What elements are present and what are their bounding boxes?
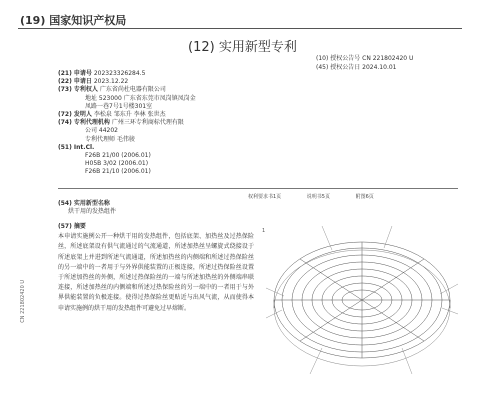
int-cl-label: (51) Int.Cl. xyxy=(58,143,95,151)
agent: 专利代理师 毛伟骏 xyxy=(85,135,135,143)
abstract-text: 本申请实施例公开一种烘干用的发热组件，包括底架、加热丝及过热保险丝，所述底架设有供气流通过的气流通道，所述加热丝呈螺旋式绕接设于所述底架上并进到所述气流通道，所述加热丝的内侧端和所述过热保险丝的另一端中的一者用于与外界供能装置的正极连接，所述过热保险丝设置于所述加热丝的外侧，所述过热保险丝的一端与所述加热丝的外侧端串联连接，所述加热丝的内侧端和所述过热保险丝的另一端中的一者用于与外界供能装置的负极连接。使得过热保险丝更贴近与出风气流，从而使得本申请实施例的烘干用的发热组件可避免过早熔断。 xyxy=(58,233,254,312)
address-line-1: 地址 523000 广东省东莞市凤岗镇凤岗金 xyxy=(85,94,196,102)
publication-number: (10) 授权公告号 CN 221802420 U xyxy=(316,55,414,62)
agency-line-2: 公司 44202 xyxy=(85,127,118,135)
abstract-block xyxy=(58,222,254,314)
ipc-code: F26B 21/00 (2006.01) xyxy=(85,152,151,160)
ipc-code: H05B 3/02 (2006.01) xyxy=(85,160,149,168)
application-number: (21) 申请号 202323326284.5 xyxy=(58,70,146,77)
heating-assembly-drawing xyxy=(262,218,462,378)
section-divider xyxy=(58,188,458,189)
document-type: (12) 实用新型专利 xyxy=(188,40,297,55)
agency: (74) 专利代理机构 广州三环专利商标代理有限 xyxy=(58,119,184,127)
figure-number: 1 xyxy=(262,228,266,234)
office-name: (19) 国家知识产权局 xyxy=(20,14,127,27)
inventors: (72) 发明人 李松泉 邹东升 李林 张世杰 xyxy=(58,111,166,119)
title-label: (54) 实用新型名称 xyxy=(58,200,110,207)
bibliographic-data xyxy=(58,70,260,177)
address-line-2: 凤路一巷7号1号楼301室 xyxy=(85,102,153,110)
application-date: (22) 申请日 2023.12.22 xyxy=(58,78,129,86)
claims-pages: 权利要求书1页 xyxy=(248,194,282,200)
publication-date: (45) 授权公告日 2024.10.01 xyxy=(316,64,397,71)
header-divider xyxy=(18,28,462,29)
patentee: (73) 专利权人 广东省尚杜电器有限公司 xyxy=(58,86,166,94)
description-pages: 说明书5页 xyxy=(306,194,330,200)
drawing-pages: 附图6页 xyxy=(355,194,374,200)
ipc-code: F26B 21/10 (2006.01) xyxy=(85,168,151,176)
spine-pub-number: CN 221802420 U xyxy=(20,280,26,323)
utility-model-title: 烘干用的发热组件 xyxy=(68,208,117,215)
utility-model-title-block xyxy=(58,200,116,216)
page-info xyxy=(248,193,398,200)
abstract-label: (57) 摘要 xyxy=(58,223,86,230)
